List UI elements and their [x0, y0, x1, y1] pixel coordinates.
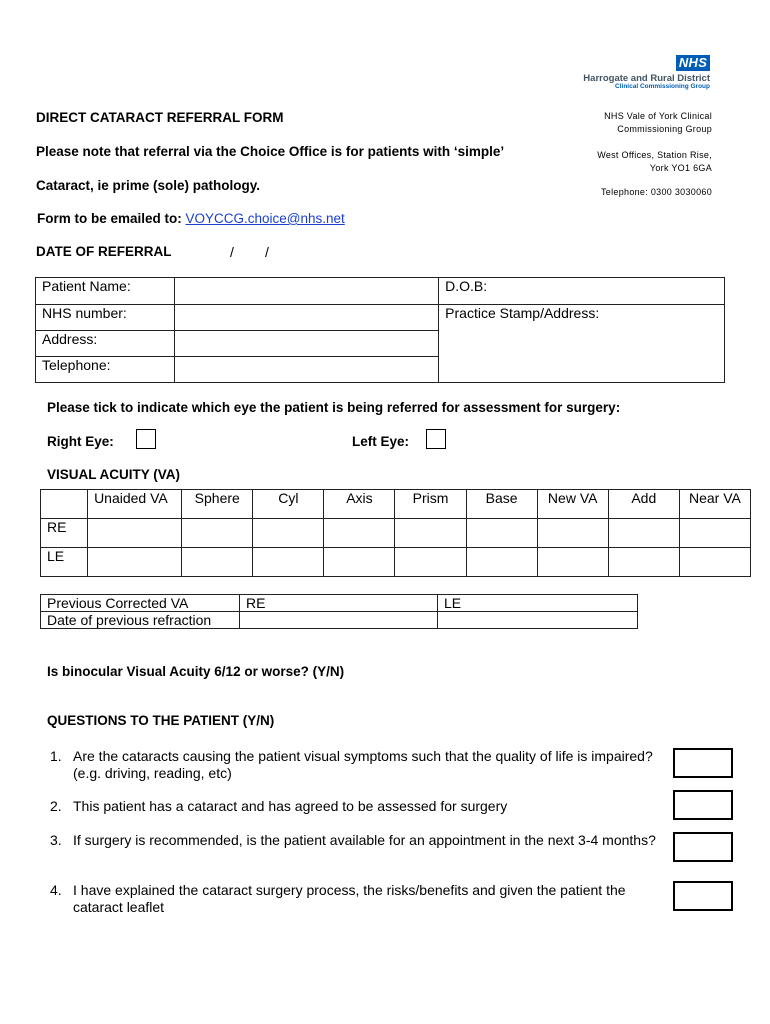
va-header-prism: Prism [395, 490, 466, 519]
telephone-line: Telephone: 0300 3030060 [601, 187, 712, 197]
note-line-2: Cataract, ie prime (sole) pathology. [36, 178, 261, 193]
nhs-number-field[interactable] [175, 305, 439, 331]
patient-name-label: Patient Name: [36, 278, 175, 305]
answer-box-3[interactable] [673, 832, 733, 862]
question-4 [50, 882, 660, 916]
date-slashes[interactable]: / / [230, 244, 269, 260]
practice-stamp-field[interactable]: Practice Stamp/Address: [439, 305, 725, 383]
va-cell[interactable] [466, 519, 537, 548]
org-subtitle: Clinical Commissioning Group [615, 83, 710, 90]
va-header-near-va: Near VA [679, 490, 750, 519]
question-number: 3. [50, 832, 62, 848]
va-header-blank [41, 490, 88, 519]
va-cell[interactable] [253, 519, 324, 548]
email-label: Form to be emailed to: [37, 211, 186, 226]
left-eye-label: Left Eye: [352, 434, 410, 449]
va-cell[interactable] [88, 548, 182, 577]
va-header-new-va: New VA [537, 490, 608, 519]
va-header-base: Base [466, 490, 537, 519]
address-label: Address: [36, 331, 175, 357]
va-cell[interactable] [324, 519, 395, 548]
date-of-referral-label: DATE OF REFERRAL [36, 244, 172, 259]
dob-field[interactable]: D.O.B: [439, 278, 725, 305]
prev-re-field[interactable]: RE [240, 595, 438, 612]
question-number: 4. [50, 882, 62, 898]
form-title: DIRECT CATARACT REFERRAL FORM [36, 110, 284, 125]
address-line-2: Commissioning Group [617, 124, 712, 134]
question-1 [50, 748, 660, 782]
va-cell[interactable] [679, 548, 750, 577]
binocular-question: Is binocular Visual Acuity 6/12 or worse? (Y/N) [47, 664, 345, 679]
prev-refraction-label: Date of previous refraction [41, 612, 240, 629]
prev-corrected-label: Previous Corrected VA [41, 595, 240, 612]
note-line-1: Please note that referral via the Choice Office is for patients with ‘simple’ [36, 144, 505, 159]
va-header-cyl: Cyl [253, 490, 324, 519]
telephone-label: Telephone: [36, 357, 175, 383]
address-field[interactable] [175, 331, 439, 357]
patient-name-field[interactable] [175, 278, 439, 305]
va-cell[interactable] [537, 548, 608, 577]
va-cell[interactable] [182, 519, 253, 548]
va-cell[interactable] [253, 548, 324, 577]
previous-refraction-table [40, 594, 638, 629]
patient-details-table [35, 277, 725, 383]
va-heading: VISUAL ACUITY (VA) [47, 467, 181, 482]
va-cell[interactable] [88, 519, 182, 548]
question-text: I have explained the cataract surgery process, the risks/benefits and given the patient the cataract leaflet [73, 882, 626, 915]
va-cell[interactable] [608, 548, 679, 577]
address-line-4: York YO1 6GA [649, 163, 712, 173]
address-line-3: West Offices, Station Rise, [597, 150, 712, 160]
question-text: Are the cataracts causing the patient visual symptoms such that the quality of life is impaired? (e.g. driving, reading, etc) [73, 748, 653, 781]
question-text: If surgery is recommended, is the patient available for an appointment in the next 3-4 months? [73, 832, 656, 848]
question-text: This patient has a cataract and has agreed to be assessed for surgery [73, 798, 508, 814]
eye-prompt: Please tick to indicate which eye the patient is being referred for assessment for surgery: [47, 400, 621, 415]
address-line-1: NHS Vale of York Clinical [604, 111, 712, 121]
right-eye-checkbox[interactable] [136, 429, 156, 449]
nhs-number-label: NHS number: [36, 305, 175, 331]
va-cell[interactable] [679, 519, 750, 548]
left-eye-checkbox[interactable] [426, 429, 446, 449]
prev-refraction-date-field[interactable] [240, 612, 438, 629]
prev-le-field[interactable]: LE [438, 595, 638, 612]
email-link[interactable]: VOYCCG.choice@nhs.net [185, 211, 345, 226]
va-cell[interactable] [324, 548, 395, 577]
va-header-sphere: Sphere [182, 490, 253, 519]
nhs-logo-badge: NHS [676, 55, 710, 71]
answer-box-1[interactable] [673, 748, 733, 778]
question-3 [50, 832, 660, 849]
visual-acuity-table [40, 489, 751, 577]
telephone-field[interactable] [175, 357, 439, 383]
va-cell[interactable] [608, 519, 679, 548]
answer-box-2[interactable] [673, 790, 733, 820]
va-cell[interactable] [537, 519, 608, 548]
va-cell[interactable] [466, 548, 537, 577]
va-header-add: Add [608, 490, 679, 519]
right-eye-label: Right Eye: [47, 434, 114, 449]
prev-refraction-date-field-2[interactable] [438, 612, 638, 629]
va-header-axis: Axis [324, 490, 395, 519]
va-cell[interactable] [182, 548, 253, 577]
answer-box-4[interactable] [673, 881, 733, 911]
va-cell[interactable] [395, 548, 466, 577]
org-name: Harrogate and Rural District [583, 73, 710, 84]
question-2 [50, 798, 660, 815]
question-number: 1. [50, 748, 62, 764]
questions-heading: QUESTIONS TO THE PATIENT (Y/N) [47, 713, 275, 728]
va-row-label-re: RE [41, 519, 88, 548]
email-row [37, 211, 345, 226]
va-header-unaided: Unaided VA [88, 490, 182, 519]
va-row-label-le: LE [41, 548, 88, 577]
question-number: 2. [50, 798, 62, 814]
va-cell[interactable] [395, 519, 466, 548]
